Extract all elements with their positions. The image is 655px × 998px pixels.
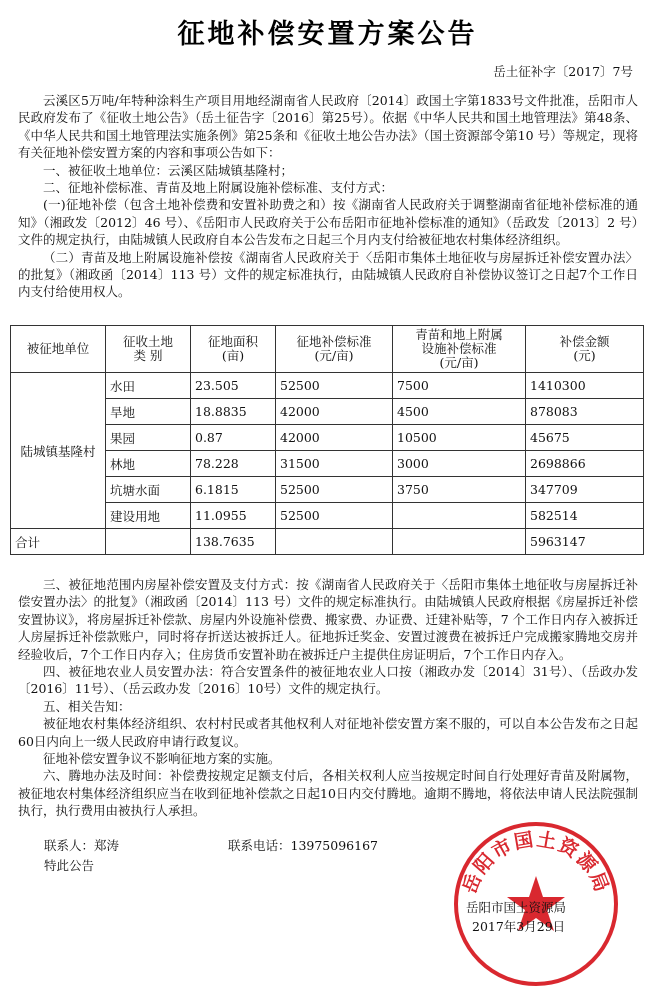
compensation-table xyxy=(10,325,644,555)
cell-area: 23.505 xyxy=(191,373,276,399)
contact-phone: 联系电话：13975096167 xyxy=(228,838,378,853)
cell-land-type: 水田 xyxy=(106,373,191,399)
cell-standard: 42000 xyxy=(276,399,393,425)
cell-empty xyxy=(106,529,191,555)
table-row xyxy=(11,451,644,477)
col-header-area: 征地面积 (亩) xyxy=(191,326,276,373)
cell-area: 11.0955 xyxy=(191,503,276,529)
table-header-row xyxy=(11,326,644,373)
intro-paragraph: 云溪区5万吨/年特种涂料生产项目用地经湖南省人民政府〔2014〕政国土字第1833号文件批准，岳阳市人民政府发布了《征收土地公告》（岳土征告字〔2016〕第25号）。依据《中华人民共和国土地管理法》第48条、《中华人民共和国土地管理法实施条例》第25条和《征收土地公告办法》（国土资源部令第10 号）等规定，现将有关征地补偿安置方案的内容和事项公告如下： xyxy=(18,93,638,161)
cell-land-type: 旱地 xyxy=(106,399,191,425)
cell-standard: 52500 xyxy=(276,477,393,503)
cell-amount: 582514 xyxy=(526,503,644,529)
cell-total-label: 合计 xyxy=(11,529,106,555)
table-row xyxy=(11,425,644,451)
col-header-standard: 征地补偿标准 (元/亩) xyxy=(276,326,393,373)
table-row xyxy=(11,373,644,399)
document-number: 岳土征补字〔2017〕7号 xyxy=(493,64,633,79)
section-2-item-1: (一)征地补偿（包含土地补偿费和安置补助费之和）按《湖南省人民政府关于调整湖南省征地补偿标准的通知》（湘政发〔2012〕46 号）、《岳阳市人民政府关于公布岳阳市征地补偿标准的通知》（岳政发〔2013〕2 号）文件的规定执行，由陆城镇人民政府自本公告发布之日起三个月内支付给被征地农村集体经济组织。 xyxy=(18,197,638,248)
issue-date: 2017年3月29日 xyxy=(472,919,566,934)
cell-empty xyxy=(276,529,393,555)
table-row xyxy=(11,503,644,529)
cell-land-type: 坑塘水面 xyxy=(106,477,191,503)
cell-empty xyxy=(393,529,526,555)
cell-land-type: 林地 xyxy=(106,451,191,477)
cell-land-type: 果园 xyxy=(106,425,191,451)
contact-person: 联系人：郑涛 xyxy=(44,838,120,853)
cell-amount: 45675 xyxy=(526,425,644,451)
col-header-amount: 补偿金额 (元) xyxy=(526,326,644,373)
section-6: 六、腾地办法及时间：补偿费按规定足额支付后，各相关权利人应当按规定时间自行处理好青苗及附属物，被征地农村集体经济组织应当在收到征地补偿款之日起10日内交付腾地。逾期不腾地，将依法申请人民法院强制执行，执行费用由被执行人承担。 xyxy=(18,768,638,819)
cell-crop-standard: 7500 xyxy=(393,373,526,399)
section-3: 三、被征地范围内房屋补偿安置及支付方式：按《湖南省人民政府关于〈岳阳市集体土地征收与房屋拆迁补偿安置办法〉的批复》（湘政函〔2014〕113 号）文件的规定标准执行。由陆城镇人民政府根据《房屋拆迁补偿安置协议》，将房屋拆迁补偿款、房屋内外设施补偿费、搬家费、办证费、迁建补贴等，7 个工作日内存入被拆迁人房屋拆迁补偿款账户，同时将存折送达被拆迁人。征地拆迁奖金、安置过渡费在被拆迁户完成搬家腾地交房并经验收后，7个工作日内存入；住房货币安置补助在被拆迁户主提供住房证明后，7个工作日内存入。 xyxy=(18,577,638,662)
table-row xyxy=(11,399,644,425)
cell-unit-name: 陆城镇基隆村 xyxy=(11,373,106,529)
col-header-crop-standard: 青苗和地上附属 设施补偿标准 (元/亩) xyxy=(393,326,526,373)
page-title: 征地补偿安置方案公告 xyxy=(177,19,478,50)
table-total-row xyxy=(11,529,644,555)
cell-standard: 31500 xyxy=(276,451,393,477)
cell-area: 0.87 xyxy=(191,425,276,451)
cell-crop-standard: 10500 xyxy=(393,425,526,451)
col-header-land-type: 征收土地 类 别 xyxy=(106,326,191,373)
section-4: 四、被征地农业人员安置办法：符合安置条件的被征地农业人口按（湘政办发〔2014〕31号）、（岳政办发〔2016〕11号）、（岳云政办发〔2016〕10号）文件的规定执行。 xyxy=(18,664,638,697)
seal-text-path: 岳阳市国土资源局 xyxy=(458,828,614,897)
cell-crop-standard xyxy=(393,503,526,529)
table-row xyxy=(11,477,644,503)
cell-amount: 1410300 xyxy=(526,373,644,399)
cell-area: 18.8835 xyxy=(191,399,276,425)
cell-total-area: 138.7635 xyxy=(191,529,276,555)
cell-amount: 2698866 xyxy=(526,451,644,477)
cell-land-type: 建设用地 xyxy=(106,503,191,529)
section-5-heading: 五、相关告知： xyxy=(43,698,131,714)
cell-area: 6.1815 xyxy=(191,477,276,503)
section-5-note: 征地补偿安置争议不影响征地方案的实施。 xyxy=(43,751,281,767)
cell-amount: 347709 xyxy=(526,477,644,503)
section-2-item-2: （二）青苗及地上附属设施补偿按《湖南省人民政府关于〈岳阳市集体土地征收与房屋拆迁补偿安置办法〉的批复》（湘政函〔2014〕113 号）文件的规定标准执行，由陆城镇人民政府自补偿协议签订之日起7个工作日内支付给使用权人。 xyxy=(18,249,638,300)
cell-crop-standard: 3000 xyxy=(393,451,526,477)
cell-standard: 52500 xyxy=(276,373,393,399)
cell-amount: 878083 xyxy=(526,399,644,425)
cell-area: 78.228 xyxy=(191,451,276,477)
cell-standard: 52500 xyxy=(276,503,393,529)
section-5-notice: 被征地农村集体经济组织、农村村民或者其他权利人对征地补偿安置方案不服的，可以自本公告发布之日起60日内向上一级人民政府申请行政复议。 xyxy=(18,716,638,749)
cell-crop-standard: 3750 xyxy=(393,477,526,503)
closing-remark: 特此公告 xyxy=(44,858,95,873)
section-1: 一、被征收土地单位：云溪区陆城镇基隆村； xyxy=(43,162,294,178)
cell-total-amount: 5963147 xyxy=(526,529,644,555)
cell-standard: 42000 xyxy=(276,425,393,451)
announcement-body-top xyxy=(18,92,638,301)
col-header-unit: 被征地单位 xyxy=(11,326,106,373)
announcement-body-bottom xyxy=(18,576,638,820)
section-2-heading: 二、征地补偿标准、青苗及地上附属设施补偿标准、支付方式： xyxy=(43,180,394,196)
cell-crop-standard: 4500 xyxy=(393,399,526,425)
issuer-name: 岳阳市国土资源局 xyxy=(466,900,567,915)
